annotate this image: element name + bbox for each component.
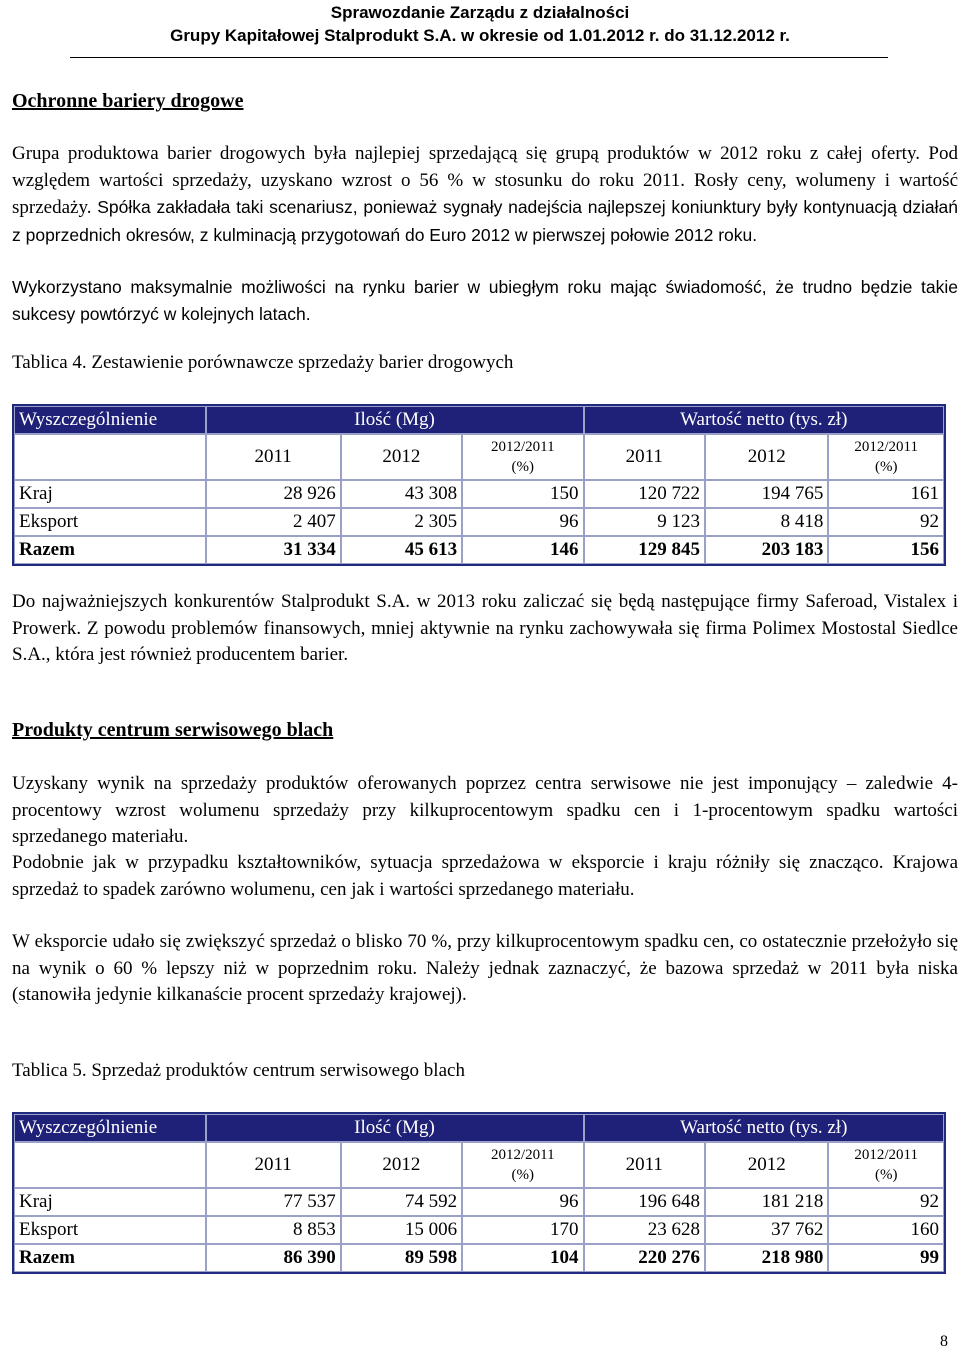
ratio-val xyxy=(828,434,944,480)
header-net-value: Wartość netto (tys. zł) xyxy=(584,1114,944,1142)
header-quantity: Ilość (Mg) xyxy=(206,1114,584,1142)
ratio-unit: (%) xyxy=(511,459,535,475)
row-label: Kraj xyxy=(14,480,206,508)
table-row-total xyxy=(14,1244,944,1272)
row-label: Kraj xyxy=(14,1188,206,1216)
header-line-1: Sprawozdanie Zarządu z działalności xyxy=(330,3,630,22)
row-label: Eksport xyxy=(14,1216,206,1244)
header-net-value: Wartość netto (tys. zł) xyxy=(584,406,944,434)
cell: 160 xyxy=(828,1216,944,1244)
cell: 156 xyxy=(828,536,944,564)
cell: 196 648 xyxy=(584,1188,705,1216)
ratio-label: 2012/2011 xyxy=(854,439,919,455)
year-2012-qty: 2012 xyxy=(341,1142,462,1188)
year-2011-val: 2011 xyxy=(584,434,705,480)
year-2012-qty: 2012 xyxy=(341,434,462,480)
year-2011-val: 2011 xyxy=(584,1142,705,1188)
cell: 31 334 xyxy=(206,536,341,564)
section-heading-service-centre: Produkty centrum serwisowego blach xyxy=(12,719,334,741)
table-5-caption: Tablica 5. Sprzedaż produktów centrum serwisowego blach xyxy=(12,1060,465,1081)
paragraph-barriers-1-serif: Grupa produktowa barier drogowych była najlepiej sprzedającą się grupą produktów w 2012 roku z całej oferty. Pod względem wartości sprzedaży, uzyskano wzrost o 56 % w stosunku do roku 2011. Rosły ceny, wolumeny i wartość sprzedaży. xyxy=(12,143,958,218)
cell: 150 xyxy=(462,480,583,508)
cell: 23 628 xyxy=(584,1216,705,1244)
cell: 37 762 xyxy=(705,1216,828,1244)
cell: 74 592 xyxy=(341,1188,462,1216)
cell: 15 006 xyxy=(341,1216,462,1244)
cell: 181 218 xyxy=(705,1188,828,1216)
paragraph-service-2: Podobnie jak w przypadku kształtowników, sytuacja sprzedażowa w eksporcie i kraju różniły się znacząco. Krajowa sprzedaż to spadek zarówno wolumenu, cen jak i wartości sprzedanego materiału. xyxy=(12,852,958,900)
cell: 146 xyxy=(462,536,583,564)
cell: 92 xyxy=(828,508,944,536)
paragraph-competitors: Do najważniejszych konkurentów Stalprodukt S.A. w 2013 roku zaliczać się będą następujące firmy Saferoad, Vistalex i Prowerk. Z powodu problemów finansowych, mniej aktywnie na rynku zachowywała się firma Polimex Mostostal Siedlce S.A., która jest również producentem barier. xyxy=(12,591,958,665)
cell: 86 390 xyxy=(206,1244,341,1272)
cell: 203 183 xyxy=(705,536,828,564)
paragraph-service-1: Uzyskany wynik na sprzedaży produktów oferowanych poprzez centra serwisowe nie jest imponujący – zaledwie 4-procentowy wzrost wolumenu sprzedaży przy kilkuprocentowym spadku cen i 1-procentowym spadku wartości sprzedanego materiału. xyxy=(12,773,958,847)
section-heading-barriers: Ochronne bariery drogowe xyxy=(12,90,244,112)
table-years-row xyxy=(14,1142,944,1188)
ratio-label: 2012/2011 xyxy=(490,439,555,455)
paragraph-barriers-1 xyxy=(12,141,958,249)
ratio-val xyxy=(828,1142,944,1188)
header-rule xyxy=(70,57,888,58)
empty-cell xyxy=(14,434,206,480)
table-years-row xyxy=(14,434,944,480)
cell: 99 xyxy=(828,1244,944,1272)
empty-cell xyxy=(14,1142,206,1188)
cell: 2 305 xyxy=(341,508,462,536)
header-description: Wyszczególnienie xyxy=(14,406,206,434)
table-row xyxy=(14,1188,944,1216)
paragraph-barriers-2: Wykorzystano maksymalnie możliwości na rynku barier w ubiegłym roku mając świadomość, że trudno będzie takie sukcesy powtórzyć w kolejnych latach. xyxy=(12,277,958,324)
table-header-row xyxy=(14,406,944,434)
cell: 92 xyxy=(828,1188,944,1216)
paragraph-barriers-1-sans: Spółka zakładała taki scenariusz, ponieważ sygnały nadejścia najlepszej koniunktury były kontynuacją działań z poprzednich okresów, z kulminacją przygotowań do Euro 2012 w pierwszej połowie 2012 roku. xyxy=(12,197,958,245)
ratio-qty xyxy=(462,434,583,480)
cell: 9 123 xyxy=(584,508,705,536)
ratio-unit: (%) xyxy=(511,1167,535,1183)
ratio-unit: (%) xyxy=(874,459,898,475)
table-row xyxy=(14,508,944,536)
cell: 220 276 xyxy=(584,1244,705,1272)
header-quantity: Ilość (Mg) xyxy=(206,406,584,434)
cell: 218 980 xyxy=(705,1244,828,1272)
cell: 120 722 xyxy=(584,480,705,508)
cell: 77 537 xyxy=(206,1188,341,1216)
table-row-total xyxy=(14,536,944,564)
cell: 2 407 xyxy=(206,508,341,536)
cell: 8 418 xyxy=(705,508,828,536)
table-row xyxy=(14,480,944,508)
ratio-label: 2012/2011 xyxy=(854,1147,919,1163)
cell: 129 845 xyxy=(584,536,705,564)
row-label: Razem xyxy=(14,536,206,564)
cell: 43 308 xyxy=(341,480,462,508)
table-row xyxy=(14,1216,944,1244)
header-line-2: Grupy Kapitałowej Stalprodukt S.A. w okresie od 1.01.2012 r. do 31.12.2012 r. xyxy=(170,26,790,45)
cell: 194 765 xyxy=(705,480,828,508)
table-4-caption: Tablica 4. Zestawienie porównawcze sprzedaży barier drogowych xyxy=(12,352,514,373)
page-number: 8 xyxy=(940,1333,948,1350)
cell: 170 xyxy=(462,1216,583,1244)
table-header-row xyxy=(14,1114,944,1142)
year-2011-qty: 2011 xyxy=(206,1142,341,1188)
cell: 8 853 xyxy=(206,1216,341,1244)
year-2011-qty: 2011 xyxy=(206,434,341,480)
paragraph-service-3: W eksporcie udało się zwiększyć sprzedaż o blisko 70 %, przy kilkuprocentowym spadku cen, co ostatecznie przełożyło się na wynik o 60 % lepszy niż w poprzednim roku. Należy jednak zaznaczyć, że bazowa sprzedaż w 2011 była niska (stanowiła jedynie kilkanaście procent sprzedaży krajowej). xyxy=(12,931,958,1005)
cell: 96 xyxy=(462,508,583,536)
cell: 96 xyxy=(462,1188,583,1216)
row-label: Razem xyxy=(14,1244,206,1272)
ratio-unit: (%) xyxy=(874,1167,898,1183)
cell: 28 926 xyxy=(206,480,341,508)
table-5-service-centre-sales xyxy=(12,1112,946,1274)
cell: 104 xyxy=(462,1244,583,1272)
year-2012-val: 2012 xyxy=(705,1142,828,1188)
row-label: Eksport xyxy=(14,508,206,536)
year-2012-val: 2012 xyxy=(705,434,828,480)
table-4-barriers-sales xyxy=(12,404,946,566)
cell: 89 598 xyxy=(341,1244,462,1272)
cell: 45 613 xyxy=(341,536,462,564)
ratio-label: 2012/2011 xyxy=(490,1147,555,1163)
header-description: Wyszczególnienie xyxy=(14,1114,206,1142)
cell: 161 xyxy=(828,480,944,508)
ratio-qty xyxy=(462,1142,583,1188)
